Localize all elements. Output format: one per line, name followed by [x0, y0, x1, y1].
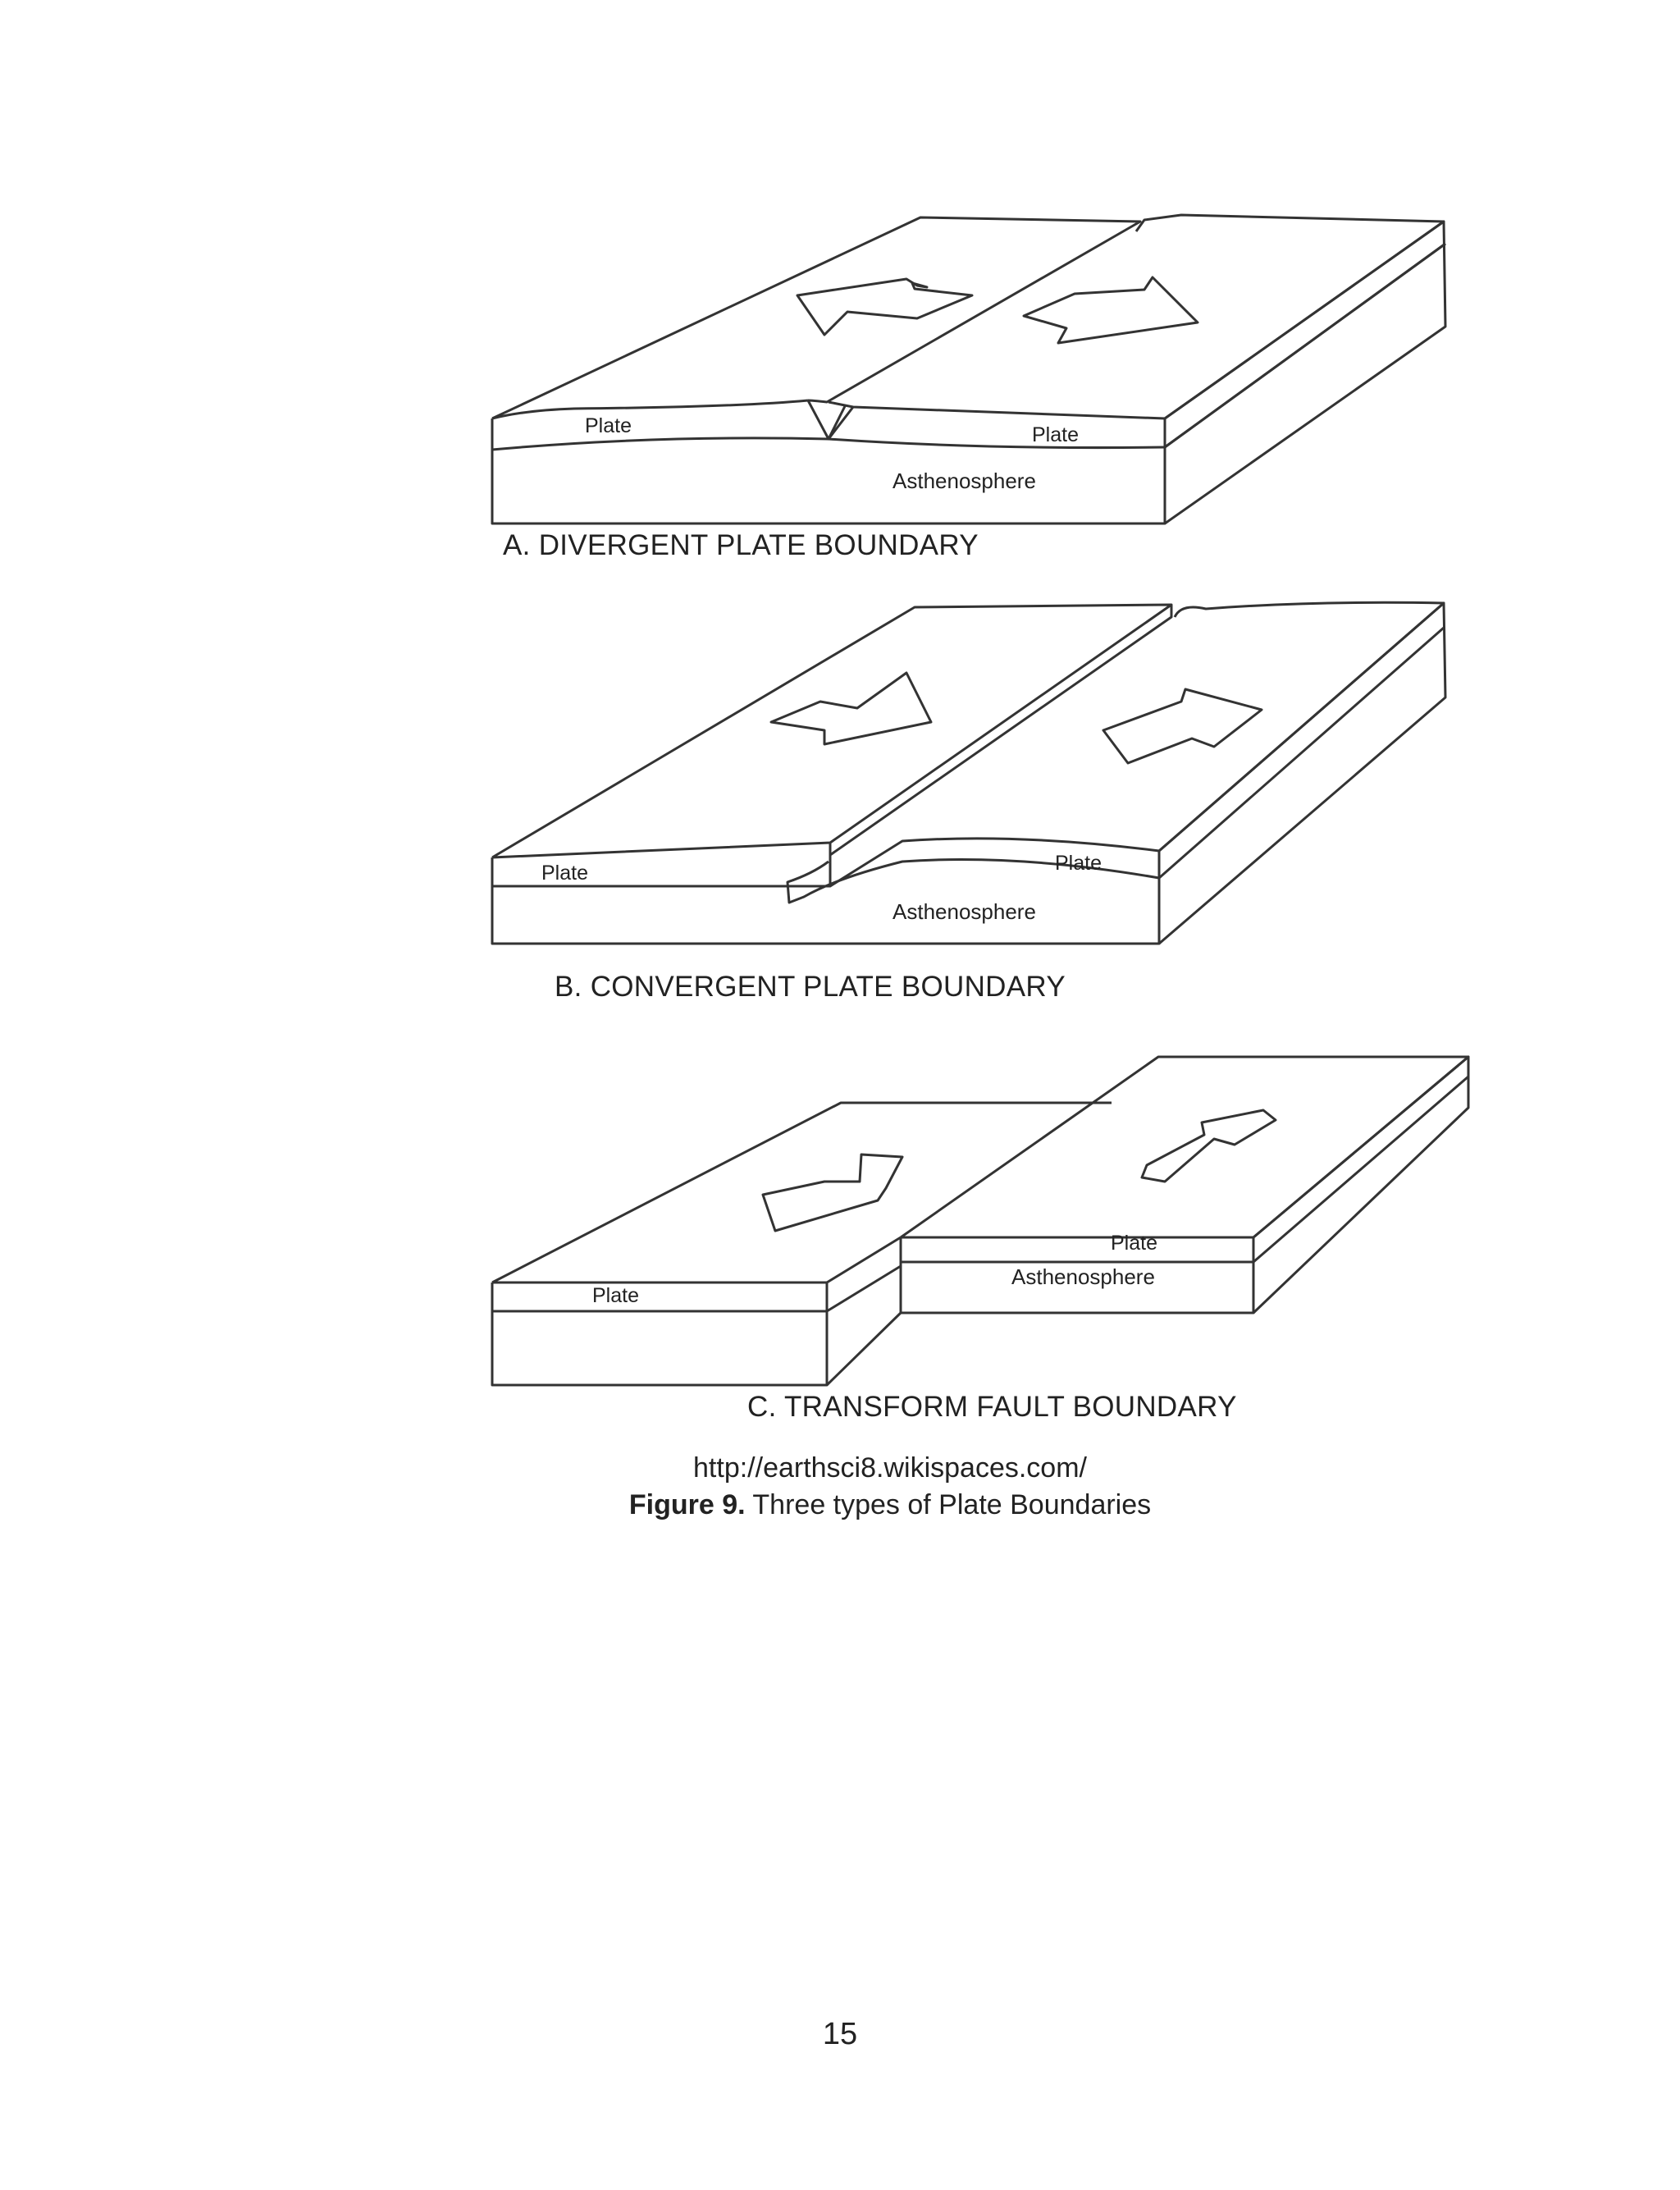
figure-caption — [0, 1489, 1680, 1521]
transform-plate-left-label: Plate — [592, 1284, 639, 1307]
divergent-front-top-edge — [492, 400, 808, 418]
transform-diagram — [0, 1034, 1680, 1411]
divergent-asthenosphere-label: Asthenosphere — [892, 469, 1036, 493]
divergent-plate-right-label: Plate — [1032, 423, 1079, 446]
divergent-diagram — [0, 0, 1680, 558]
divergent-left-plate-top — [492, 217, 1140, 418]
divergent-drawing — [0, 0, 1680, 558]
transform-right-arrow-icon — [1142, 1110, 1276, 1182]
source-url: http://earthsci8.wikispaces.com/ — [693, 1452, 1087, 1484]
convergent-left-plate-top — [492, 605, 1171, 857]
transform-caption: C. TRANSFORM FAULT BOUNDARY — [747, 1391, 1237, 1423]
page-number: 15 — [822, 2017, 858, 2051]
divergent-right-arrow-icon — [1024, 277, 1198, 343]
convergent-diagram — [0, 558, 1680, 1001]
convergent-left-arrow-icon — [771, 673, 931, 744]
convergent-right-side — [1159, 603, 1445, 944]
convergent-right-arrow-icon — [1103, 689, 1262, 763]
transform-drawing — [0, 1034, 1680, 1411]
transform-right-side — [1253, 1057, 1468, 1313]
convergent-front-box — [492, 878, 1159, 944]
divergent-plate-left-label: Plate — [585, 414, 632, 437]
convergent-drawing — [0, 558, 1680, 1001]
transform-right-plate-top — [901, 1057, 1468, 1237]
convergent-asthenosphere-label: Asthenosphere — [892, 899, 1036, 924]
convergent-caption: B. CONVERGENT PLATE BOUNDARY — [555, 971, 1066, 1003]
transform-asthenosphere-label: Asthenosphere — [1011, 1264, 1155, 1289]
convergent-plate-right-label: Plate — [1055, 852, 1102, 875]
divergent-left-arrow-icon — [797, 279, 972, 335]
figure-caption-text: Three types of Plate Boundaries — [752, 1489, 1152, 1520]
convergent-right-plate-top — [830, 602, 1444, 886]
divergent-caption: A. DIVERGENT PLATE BOUNDARY — [503, 529, 979, 561]
transform-left-front — [492, 1311, 827, 1385]
divergent-right-side — [1165, 222, 1445, 523]
transform-left-plate-top — [492, 1103, 1112, 1282]
figure-caption-label: Figure 9. — [628, 1489, 746, 1520]
transform-plate-right-label: Plate — [1111, 1232, 1157, 1255]
transform-left-arrow-icon — [763, 1154, 902, 1231]
convergent-plate-left-label: Plate — [541, 862, 588, 885]
